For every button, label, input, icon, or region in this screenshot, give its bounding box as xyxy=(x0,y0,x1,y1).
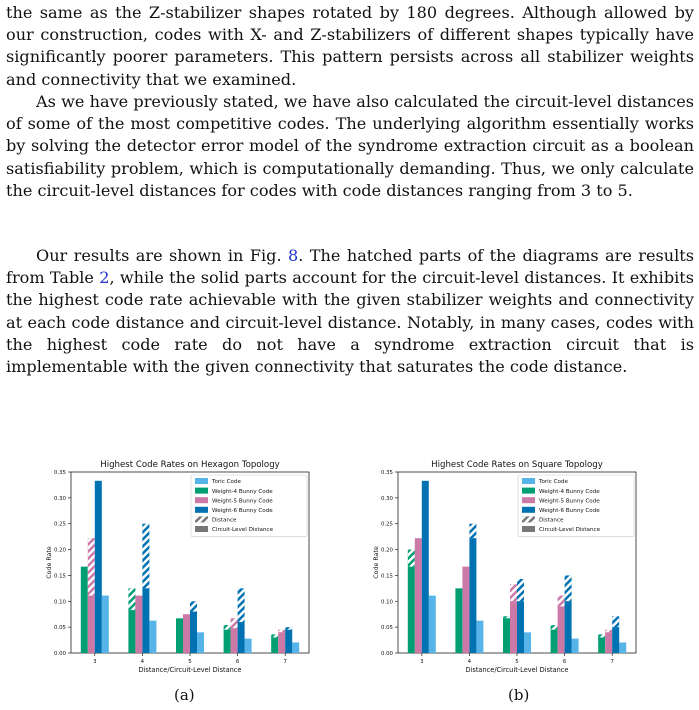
legend-label: Circuit-Level Distance xyxy=(212,527,274,534)
bar-circuit-level xyxy=(517,601,524,653)
bar-distance-hatch xyxy=(551,625,558,630)
hexagon-chart-svg xyxy=(45,455,325,680)
bar-distance-hatch xyxy=(142,524,149,589)
bar-distance-hatch xyxy=(271,634,278,637)
x-tick-label: 5 xyxy=(188,659,192,665)
bar-circuit-level xyxy=(455,588,462,653)
bar-circuit-level xyxy=(271,637,278,653)
bar-distance-hatch xyxy=(469,524,476,538)
legend-label: Weight-5 Bunny Code xyxy=(539,498,600,505)
y-tick-label: 0.30 xyxy=(380,495,393,502)
paragraph-1-text: the same as the Z-stabilizer shapes rotated by 180 degrees. Although allowed by our construction, codes with X- and Z-stabilizers of different shapes typically have significantly poorer parameters. This pattern persists across all stabilizer weights and connectivity that we examined. xyxy=(6,3,694,89)
legend-label: Toric Code xyxy=(539,479,568,486)
legend-label: Distance xyxy=(539,517,564,524)
legend-label: Weight-5 Bunny Code xyxy=(212,498,273,505)
paragraph-1 xyxy=(6,2,694,91)
bar-distance-hatch xyxy=(517,579,524,601)
bar-circuit-level xyxy=(197,632,204,653)
legend-swatch xyxy=(522,497,535,503)
bar-distance-hatch xyxy=(565,575,572,601)
bar-distance-hatch xyxy=(285,627,292,630)
legend-swatch-hatch xyxy=(195,516,208,522)
x-tick-label: 6 xyxy=(235,659,240,665)
bar-circuit-level xyxy=(619,642,626,653)
legend-swatch xyxy=(195,497,208,503)
chart-title: Highest Code Rates on Hexagon Topology xyxy=(100,460,280,470)
y-axis-label: Code Rate xyxy=(46,546,53,579)
x-tick-label: 3 xyxy=(93,659,97,665)
bar-circuit-level xyxy=(292,642,299,653)
paragraph-3-text-mid: . The hatched parts of the diagrams are results from Table xyxy=(6,246,694,288)
paragraph-3 xyxy=(6,245,694,378)
bar-distance-hatch xyxy=(238,588,245,622)
y-tick-label: 0.25 xyxy=(380,521,393,528)
x-tick-label: 4 xyxy=(467,659,472,665)
bar-circuit-level xyxy=(572,639,579,653)
legend-swatch xyxy=(195,488,208,494)
legend-label: Weight-6 Bunny Code xyxy=(539,508,600,514)
y-tick-label: 0.00 xyxy=(380,651,393,657)
bar-circuit-level xyxy=(81,567,88,653)
paragraph-3-text-after: , while the solid parts account for the circuit-level distances. It exhibits the highest code rate achievable with the given stabilizer weights and connectivity at each code distance and circuit-level distance. Notably, in many cases, codes with the highest code rate do not have a syndrome extraction circuit that is implementable with the given connectivity that saturates the code distance. xyxy=(6,268,695,377)
bar-distance-hatch xyxy=(598,634,605,637)
y-axis-label: Code Rate xyxy=(373,546,380,579)
figure-square-chart xyxy=(372,455,652,680)
bar-circuit-level xyxy=(231,628,238,653)
bar-circuit-level xyxy=(245,639,252,653)
bar-circuit-level xyxy=(135,596,142,653)
legend-swatch-hatch xyxy=(522,516,535,522)
bar-circuit-level xyxy=(612,627,619,653)
x-tick-label: 3 xyxy=(420,659,424,665)
caption-b: (b) xyxy=(508,686,530,704)
bar-circuit-level xyxy=(285,630,292,653)
figure-hexagon-chart xyxy=(45,455,325,680)
legend-label: Weight-6 Bunny Code xyxy=(212,508,273,514)
bar-circuit-level xyxy=(102,596,109,653)
bar-circuit-level xyxy=(565,601,572,653)
y-tick-label: 0.10 xyxy=(380,599,393,606)
legend-label: Weight-4 Bunny Code xyxy=(212,488,273,495)
y-tick-label: 0.15 xyxy=(380,573,393,580)
bar-circuit-level xyxy=(415,538,422,653)
bar-circuit-level xyxy=(598,637,605,653)
bar-circuit-level xyxy=(238,622,245,653)
figure-ref-link[interactable]: 8 xyxy=(288,246,299,265)
bar-circuit-level xyxy=(429,596,436,653)
x-axis-label: Distance/Circuit-Level Distance xyxy=(138,666,242,674)
bar-circuit-level xyxy=(149,621,156,653)
bar-distance-hatch xyxy=(231,618,238,628)
x-tick-label: 5 xyxy=(515,659,519,665)
legend-swatch xyxy=(195,507,208,513)
bar-circuit-level xyxy=(469,538,476,653)
bar-circuit-level xyxy=(278,632,285,653)
legend-swatch xyxy=(522,507,535,513)
paragraph-2 xyxy=(6,91,694,202)
paragraph-2-text: As we have previously stated, we have also calculated the circuit-level distances of some of the most competitive codes. The underlying algorithm essentially works by solving the detector error model of the syndrome extraction circuit as a boolean satisfiability problem, which is computationally demanding. Thus, we only calculate the circuit-level distances for codes with code distances ranging from 3 to 5. xyxy=(6,92,694,200)
bar-distance-hatch xyxy=(88,538,95,595)
y-tick-label: 0.20 xyxy=(380,547,393,554)
caption-a: (a) xyxy=(174,686,195,704)
bar-distance-hatch xyxy=(558,596,565,607)
x-tick-label: 7 xyxy=(610,659,614,665)
x-tick-label: 4 xyxy=(140,659,145,665)
y-tick-label: 0.30 xyxy=(53,495,66,502)
x-tick-label: 7 xyxy=(283,659,287,665)
y-tick-label: 0.05 xyxy=(380,625,393,632)
bar-circuit-level xyxy=(224,630,231,653)
bar-circuit-level xyxy=(524,632,531,653)
paragraph-3-text-before: Our results are shown in Fig. xyxy=(36,246,288,265)
bar-distance-hatch xyxy=(612,616,619,627)
bar-circuit-level xyxy=(558,606,565,653)
y-tick-label: 0.35 xyxy=(380,470,393,476)
bar-circuit-level xyxy=(605,632,612,653)
bar-circuit-level xyxy=(408,567,415,653)
bar-distance-hatch xyxy=(278,630,285,633)
y-tick-label: 0.25 xyxy=(53,521,66,528)
y-tick-label: 0.15 xyxy=(53,573,66,580)
bar-circuit-level xyxy=(190,612,197,653)
bar-circuit-level xyxy=(95,481,102,653)
legend-swatch xyxy=(195,526,208,532)
bar-circuit-level xyxy=(462,567,469,653)
bar-distance-hatch xyxy=(224,625,231,630)
legend-swatch xyxy=(522,478,535,484)
legend-label: Circuit-Level Distance xyxy=(539,527,601,534)
legend-swatch xyxy=(195,478,208,484)
legend-label: Weight-4 Bunny Code xyxy=(539,488,600,495)
y-tick-label: 0.20 xyxy=(53,547,66,554)
y-tick-label: 0.05 xyxy=(53,625,66,632)
bar-distance-hatch xyxy=(408,550,415,567)
square-chart-svg xyxy=(372,455,652,680)
bar-circuit-level xyxy=(422,481,429,653)
x-tick-label: 6 xyxy=(562,659,567,665)
bar-distance-hatch xyxy=(128,588,135,610)
bar-distance-hatch xyxy=(605,630,612,633)
bar-distance-hatch xyxy=(190,601,197,611)
bar-circuit-level xyxy=(128,610,135,653)
bar-circuit-level xyxy=(88,596,95,653)
y-tick-label: 0.10 xyxy=(53,599,66,606)
bar-distance-hatch xyxy=(510,584,517,601)
bar-circuit-level xyxy=(176,618,183,653)
bar-circuit-level xyxy=(142,588,149,653)
legend-label: Toric Code xyxy=(212,479,241,486)
bar-circuit-level xyxy=(551,630,558,653)
bar-circuit-level xyxy=(183,614,190,653)
x-axis-label: Distance/Circuit-Level Distance xyxy=(465,666,569,674)
y-tick-label: 0.00 xyxy=(53,651,66,657)
legend-swatch xyxy=(522,488,535,494)
table-ref-link[interactable]: 2 xyxy=(99,268,110,288)
bar-circuit-level xyxy=(503,618,510,653)
y-tick-label: 0.35 xyxy=(53,470,66,476)
legend-label: Distance xyxy=(212,517,237,524)
legend-swatch xyxy=(522,526,535,532)
chart-title: Highest Code Rates on Square Topology xyxy=(431,460,603,470)
bar-circuit-level xyxy=(510,601,517,653)
bar-distance-hatch xyxy=(503,616,510,618)
bar-circuit-level xyxy=(476,621,483,653)
